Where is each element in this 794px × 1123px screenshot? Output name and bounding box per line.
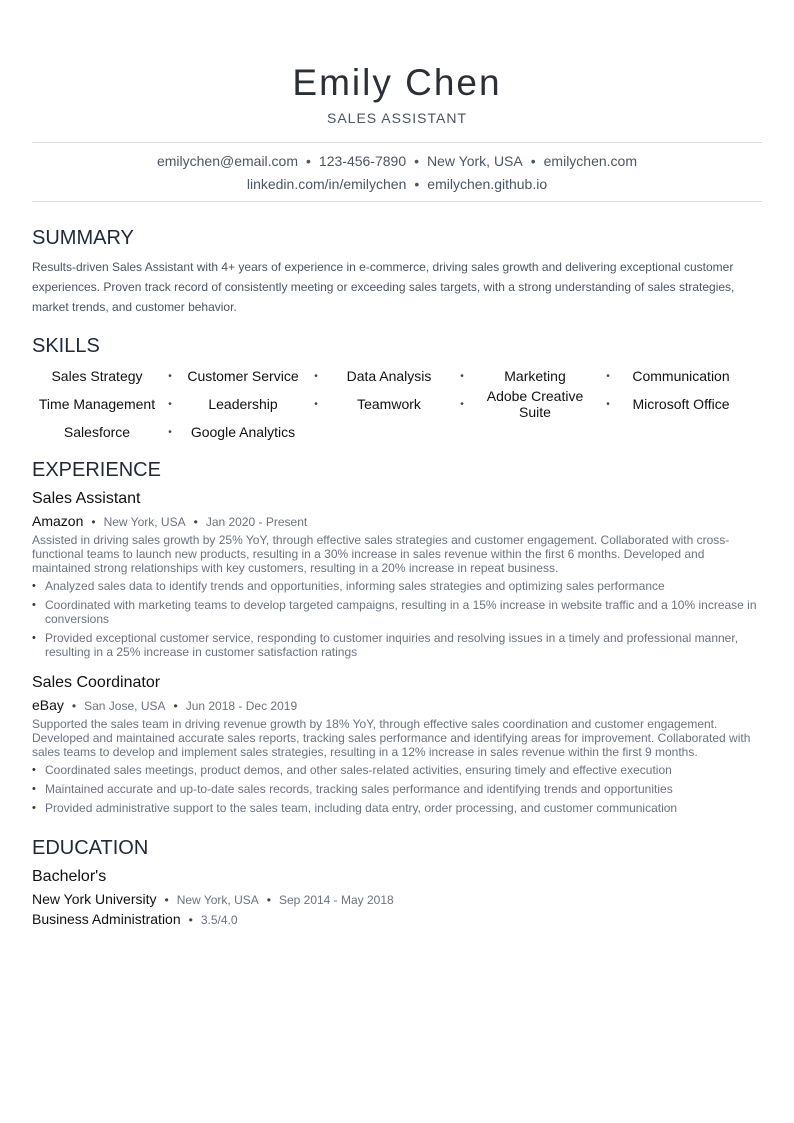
separator: • bbox=[193, 515, 198, 529]
field-meta bbox=[32, 911, 238, 927]
skill-item: Customer Service bbox=[187, 368, 299, 384]
phone-number: 123-456-7890 bbox=[318, 153, 407, 169]
field-of-study: Business Administration bbox=[32, 911, 181, 927]
gpa-value: 3.5/4.0 bbox=[200, 913, 238, 927]
separator: • bbox=[266, 893, 271, 907]
separator: • bbox=[188, 913, 193, 927]
job-dates: Jun 2018 - Dec 2019 bbox=[185, 699, 298, 713]
github-link[interactable]: emilychen.github.io bbox=[427, 176, 548, 192]
candidate-title: SALES ASSISTANT bbox=[326, 110, 467, 126]
location-text: New York, USA bbox=[427, 153, 523, 169]
contact-line-2 bbox=[0, 176, 794, 192]
school-meta bbox=[32, 891, 394, 907]
job-meta bbox=[32, 513, 307, 529]
job-location: San Jose, USA bbox=[84, 699, 166, 713]
job-description: Assisted in driving sales growth by 25% YoY, through effective sales strategies and customer engagement. Collaborated with cross-functional teams to launch new products, resulting in a 30% increase in sales revenue within the first 6 months. Developed and maintained strong relationships with key customers, resulting in a 20% increase in repeat business. bbox=[32, 533, 730, 575]
job-bullets bbox=[32, 579, 762, 664]
skills-heading: SKILLS bbox=[32, 335, 100, 357]
skill-item: Communication bbox=[632, 368, 730, 384]
skill-item: Teamwork bbox=[357, 396, 421, 412]
header-divider-top bbox=[32, 142, 762, 143]
summary-text: Results-driven Sales Assistant with 4+ years of experience in e-commerce, driving sales growth and delivering exceptional customer experiences. Proven track record of consistently meeting or exceeding sales targets, with a strong understanding of sales strategies, market trends, and customer behavior. bbox=[32, 260, 735, 314]
skill-item: Microsoft Office bbox=[632, 396, 730, 412]
separator: • bbox=[173, 699, 178, 713]
experience-heading: EXPERIENCE bbox=[32, 459, 161, 481]
education-heading: EDUCATION bbox=[32, 837, 149, 859]
skill-item: Salesforce bbox=[63, 424, 131, 440]
separator: • bbox=[530, 153, 536, 169]
separator: • bbox=[414, 176, 420, 192]
list-item: • Provided exceptional customer service, responding to customer inquiries and resolving issues in a timely and professional manner, resulting in a 25% increase in customer satisfaction ratings bbox=[32, 631, 762, 659]
skills-row bbox=[32, 362, 762, 390]
separator: • bbox=[606, 398, 610, 410]
contact-line-1 bbox=[0, 153, 794, 169]
degree-title: Bachelor's bbox=[32, 868, 107, 885]
skill-item: Leadership bbox=[208, 396, 278, 412]
email-link[interactable]: emilychen@email.com bbox=[156, 153, 299, 169]
separator: • bbox=[91, 515, 96, 529]
skills-row bbox=[32, 390, 762, 418]
website-link[interactable]: emilychen.com bbox=[543, 153, 638, 169]
list-item: • Maintained accurate and up-to-date sales records, tracking sales performance and identifying trends and opportunities bbox=[32, 782, 762, 796]
company-name: Amazon bbox=[32, 513, 84, 529]
job-location: New York, USA bbox=[103, 515, 186, 529]
skill-item: Sales Strategy bbox=[51, 368, 143, 384]
skill-item: Time Management bbox=[38, 396, 156, 412]
list-item: • Coordinated sales meetings, product demos, and other sales-related activities, ensuring timely and effective execution bbox=[32, 763, 762, 777]
job-description: Supported the sales team in driving revenue growth by 18% YoY, through effective sales coordination and customer engagement. Developed and maintained accurate sales reports, tracking sales performance and identifying areas for improvement. Collaborated with sales teams to develop and implement sales strategies, resulting in a 12% increase in sales revenue within the first 9 months. bbox=[32, 717, 751, 759]
separator: • bbox=[168, 426, 172, 438]
job-dates: Jan 2020 - Present bbox=[205, 515, 308, 529]
separator: • bbox=[71, 699, 77, 713]
skill-item: Google Analytics bbox=[190, 424, 296, 440]
job-bullets bbox=[32, 763, 762, 820]
separator: • bbox=[306, 153, 311, 169]
skill-item: Data Analysis bbox=[346, 368, 432, 384]
school-name: New York University bbox=[32, 891, 157, 907]
separator: • bbox=[414, 153, 420, 169]
separator: • bbox=[314, 370, 318, 382]
skill-item: Marketing bbox=[504, 368, 566, 384]
school-location: New York, USA bbox=[176, 893, 259, 907]
candidate-name: Emily Chen bbox=[292, 62, 502, 103]
skills-row bbox=[32, 418, 762, 446]
skills-grid bbox=[32, 362, 762, 446]
separator: • bbox=[164, 893, 169, 907]
company-name: eBay bbox=[32, 697, 64, 713]
separator: • bbox=[168, 370, 172, 382]
list-item: • Provided administrative support to the sales team, including data entry, order processing, and customer communication bbox=[32, 801, 762, 815]
separator: • bbox=[606, 370, 610, 382]
job-meta bbox=[32, 697, 297, 713]
job-title: Sales Coordinator bbox=[32, 674, 161, 691]
school-dates: Sep 2014 - May 2018 bbox=[278, 893, 394, 907]
list-item: • Coordinated with marketing teams to develop targeted campaigns, resulting in a 15% increase in website traffic and a 10% increase in conversions bbox=[32, 598, 762, 626]
separator: • bbox=[460, 398, 464, 410]
list-item: • Analyzed sales data to identify trends and opportunities, informing sales strategies and optimizing sales performance bbox=[32, 579, 762, 593]
separator: • bbox=[314, 398, 318, 410]
separator: • bbox=[168, 398, 172, 410]
linkedin-link[interactable]: linkedin.com/in/emilychen bbox=[246, 176, 407, 192]
summary-heading: SUMMARY bbox=[32, 227, 134, 249]
skill-item: Adobe Creative Suite bbox=[486, 388, 584, 420]
job-title: Sales Assistant bbox=[32, 490, 141, 507]
header-divider-bottom bbox=[32, 201, 762, 202]
separator: • bbox=[460, 370, 464, 382]
